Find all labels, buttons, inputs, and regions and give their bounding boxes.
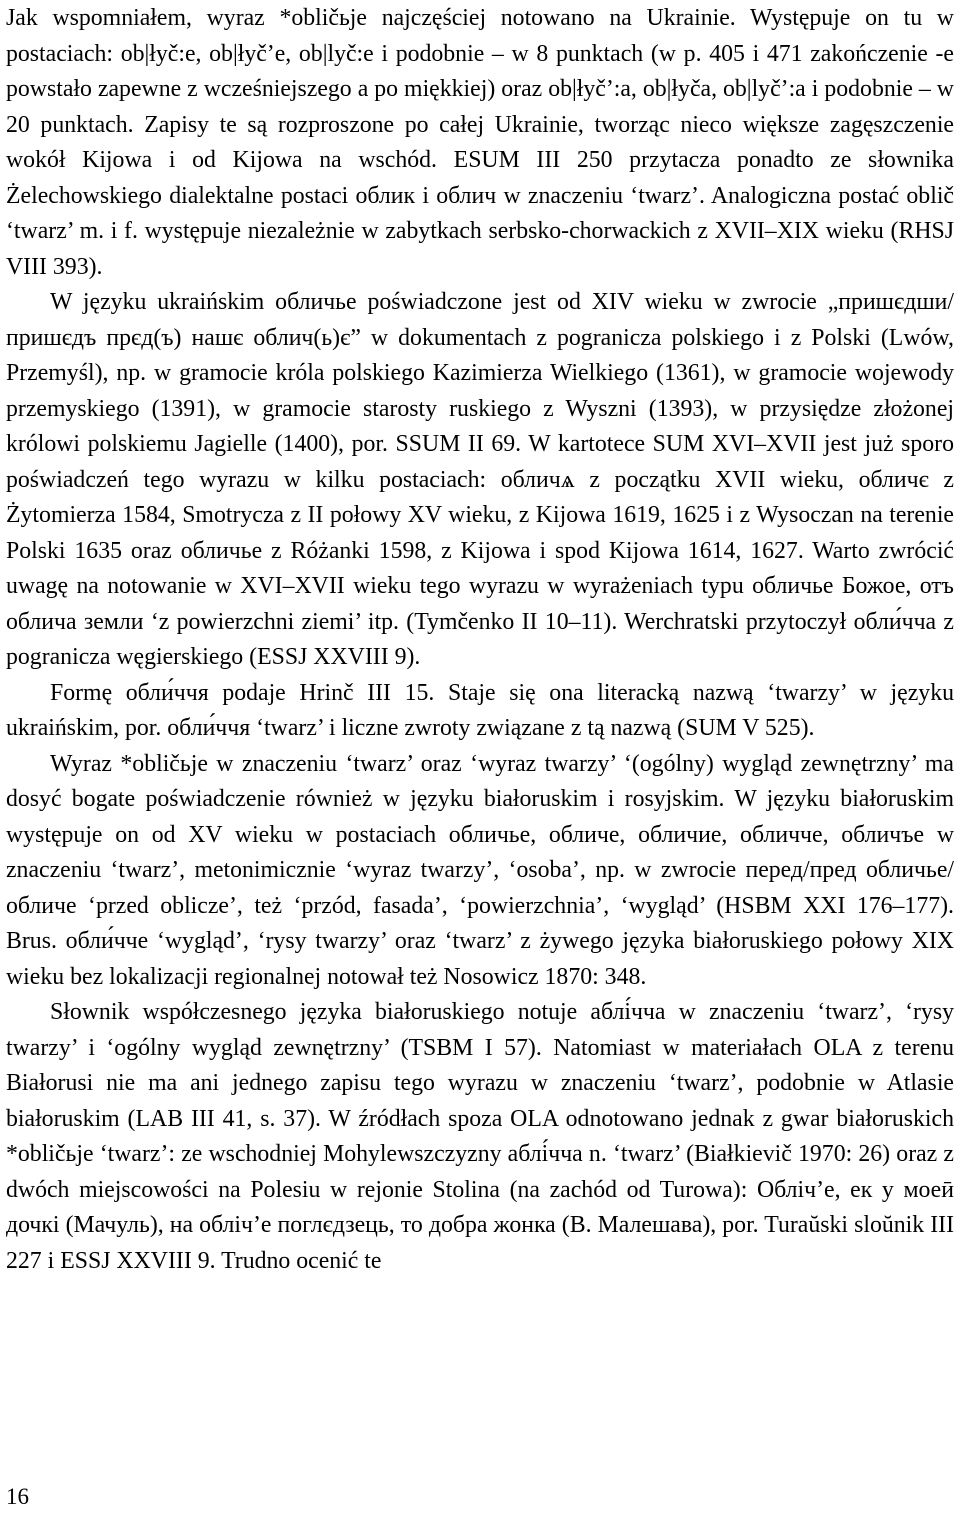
page-body [6, 0, 954, 1279]
paragraph-2: W języku ukraińskim обличье poświadczone jest od XIV wieku w zwrocie „пришєдши/пришєдъ прєд(ъ) нашє облич(ь)є” w dokumentach z pogranicza polskiego i z Polski (Lwów, Przemyśl), np. w gramocie króla polskiego Kazimierza Wielkiego (1361), w gramocie wojewody przemyskiego (1391), w gramocie starosty ruskiego z Wyszni (1393), w przysiędze złożonej królowi polskiemu Jagielle (1400), por. SSUM II 69. W kartotece SUM XVI–XVII jest już sporo poświadczeń tego wyrazu w kilku postaciach: обличѧ z początku XVII wieku, обличє z Żytomierza 1584, Smotrycza z II połowy XV wieku, z Kijowa 1619, 1625 i z Wysoczan na terenie Polski 1635 oraz обличье z Różanki 1598, z Kijowa i spod Kijowa 1614, 1627. Warto zwrócić uwagę na notowanie w XVI–XVII wieku tego wyrazu w wyrażeniach typu обличье Божое, отъ облича земли ‘z powierzchni ziemi’ itp. (Tymčenko II 10–11). Werchratski przytoczył обли́чча z pogranicza węgierskiego (ESSJ XXVIII 9). [6, 289, 954, 670]
paragraph-1: Jak wspomniałem, wyraz *obličьje najczęściej notowano na Ukrainie. Występuje on tu w postaciach: ob|łyč:e, ob|łyč’e, ob|lyč:e i podobnie – w 8 punktach (w p. 405 i 471 zakończenie -e powstało zapewne z wcześniejszego a po miękkiej) oraz ob|łyč’:a, ob|łyča, ob|lyč’:a i podobnie – w 20 punktach. Zapisy te są rozproszone po całej Ukrainie, tworząc nieco większe zagęszczenie wokół Kijowa i od Kijowa na wschód. ESUM III 250 przytacza ponadto ze słownika Żelechowskiego dialektalne postaci облик i облич w znaczeniu ‘twarz’. Analogiczna postać oblič ‘twarz’ m. i f. występuje niezależnie w zabytkach serbsko-chorwackich z XVII–XIX wieku (RHSJ VIII 393). [6, 5, 954, 280]
paragraph-5: Słownik współczesnego języka białoruskiego notuje аблі́ччa w znaczeniu ‘twarz’, ‘rysy twarzy’ i ‘ogólny wygląd zewnętrzny’ (TSBM I 57). Natomiast w materiałach OLA z terenu Białorusi nie ma ani jednego zapisu tego wyrazu w znaczeniu ‘twarz’, podobnie w Atlasie białoruskim (LAB III 41, s. 37). W źródłach spoza OLA odnotowano jednak z gwar białoruskich *obličьje ‘twarz’: ze wschodniej Mohylewszczyzny аблі́ччa n. ‘twarz’ (Białkievič 1970: 26) oraz z dwóch miejscowości na Polesiu w rejonie Stolina (na zachód od Turowa): Обліч’е, ек у моеӣ дочкі (Мачуль), на обліч’е поглєдзець, то добра жонка (В. Малешава), por. Turaŭski sloŭnik III 227 i ESSJ XXVIII 9. Trudno ocenić te [6, 999, 954, 1274]
paragraph-4: Wyraz *obličьje w znaczeniu ‘twarz’ oraz ‘wyraz twarzy’ ‘(ogólny) wygląd zewnętrzny’ ma dosyć bogate poświadczenie również w języku białoruskim i rosyjskim. W języku białoruskim występuje on od XV wieku w postaciach обличье, обличе, обличие, обличче, обличъе w znaczeniu ‘twarz’, metonimicznie ‘wyraz twarzy’, ‘osoba’, np. w zwrocie перед/пред обличье/обличе ‘przed oblicze’, też ‘przód, fasada’, ‘powierzchnia’, ‘wygląd’ (HSBM XXI 176–177). Brus. обли́чче ‘wygląd’, ‘rysy twarzy’ oraz ‘twarz’ z żywego języka białoruskiego połowy XIX wieku bez lokalizacji regionalnej notował też Nosowicz 1870: 348. [6, 750, 954, 990]
paragraph-3: Formę обли́ччя podaje Hrinč III 15. Staje się ona literacką nazwą ‘twarzy’ w języku ukraińskim, por. обли́ччя ‘twarz’ i liczne zwroty związane z tą nazwą (SUM V 525). [6, 679, 954, 741]
page-number: 16 [6, 1484, 29, 1509]
